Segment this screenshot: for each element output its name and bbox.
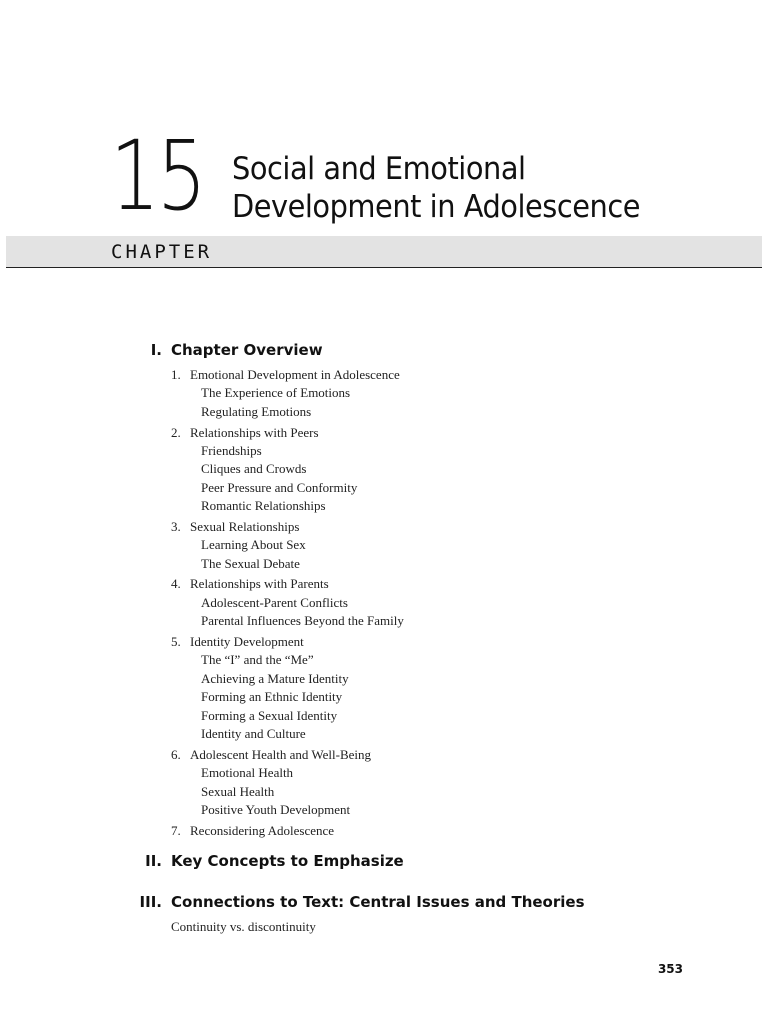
topic-label: Emotional Development in Adolescence — [190, 367, 400, 382]
subtopic-item: Sexual Health — [201, 783, 275, 799]
subtopic-item: Regulating Emotions — [201, 403, 312, 419]
topic-label: Relationships with Peers — [190, 424, 319, 440]
subtopic-item: The Experience of Emotions — [201, 385, 351, 401]
topic-line — [0, 822, 768, 840]
subtopic-item: The “I” and the “Me” — [201, 652, 314, 668]
chapter-label: CHAPTER — [111, 241, 213, 263]
topic-number: 1. — [171, 367, 181, 382]
section-title: Chapter Overview — [171, 341, 323, 359]
subtopic-item: The Sexual Debate — [201, 555, 300, 571]
subtopic-item: Learning About Sex — [201, 537, 306, 553]
subtopic-item: Achieving a Mature Identity — [201, 670, 349, 686]
subtopic-item: Forming a Sexual Identity — [201, 707, 338, 723]
chapter-title-line-2: Development in Adolescence — [232, 189, 640, 225]
overview-topic — [0, 575, 768, 630]
overview-topic — [0, 822, 768, 840]
topic-number: 2. — [171, 424, 181, 440]
topic-label: Sexual Relationships — [190, 518, 300, 534]
chapter-overview-outline — [0, 366, 768, 843]
topic-line — [0, 633, 768, 651]
topic-number: 6. — [171, 746, 181, 762]
subtopic-item: Romantic Relationships — [201, 498, 326, 514]
topic-line — [0, 424, 768, 442]
chapter-number: 15 — [110, 120, 204, 232]
subtopic-item: Positive Youth Development — [201, 801, 351, 817]
subtopic-item: Forming an Ethnic Identity — [201, 689, 343, 705]
connections-text: Continuity vs. discontinuity — [171, 919, 316, 934]
topic-label: Relationships with Parents — [190, 576, 329, 592]
subtopic-item: Emotional Health — [201, 765, 294, 781]
overview-topic — [0, 746, 768, 820]
section-numeral: I. — [150, 341, 162, 359]
section-numeral: III. — [139, 893, 162, 911]
subtopic-item: Cliques and Crowds — [201, 461, 307, 477]
overview-topic — [0, 518, 768, 573]
chapter-title-line-1: Social and Emotional — [232, 151, 526, 187]
subtopic-item: Friendships — [201, 442, 262, 458]
subtopic-item: Adolescent-Parent Conflicts — [201, 594, 348, 610]
topic-line — [0, 575, 768, 593]
section-numeral: II. — [145, 852, 162, 870]
topic-number: 7. — [171, 822, 181, 838]
topic-label: Adolescent Health and Well-Being — [190, 746, 372, 762]
subtopic-item: Identity and Culture — [201, 725, 306, 741]
topic-number: 5. — [171, 634, 181, 650]
overview-topic — [0, 633, 768, 743]
chapter-banner — [6, 236, 762, 268]
topic-line — [0, 366, 768, 384]
topic-label: Reconsidering Adolescence — [190, 822, 335, 838]
overview-topic — [0, 424, 768, 516]
subtopic-item: Peer Pressure and Conformity — [201, 479, 358, 495]
chapter-title — [232, 150, 640, 226]
overview-topic — [0, 366, 768, 421]
section-title: Connections to Text: Central Issues and Theories — [171, 893, 585, 911]
topic-line — [0, 746, 768, 764]
subtopic-item: Parental Influences Beyond the Family — [201, 613, 404, 629]
page-number: 353 — [657, 962, 683, 976]
section-title: Key Concepts to Emphasize — [171, 852, 404, 870]
topic-number: 4. — [171, 576, 181, 592]
topic-number: 3. — [171, 518, 181, 534]
topic-label: Identity Development — [190, 634, 304, 650]
topic-line — [0, 518, 768, 536]
